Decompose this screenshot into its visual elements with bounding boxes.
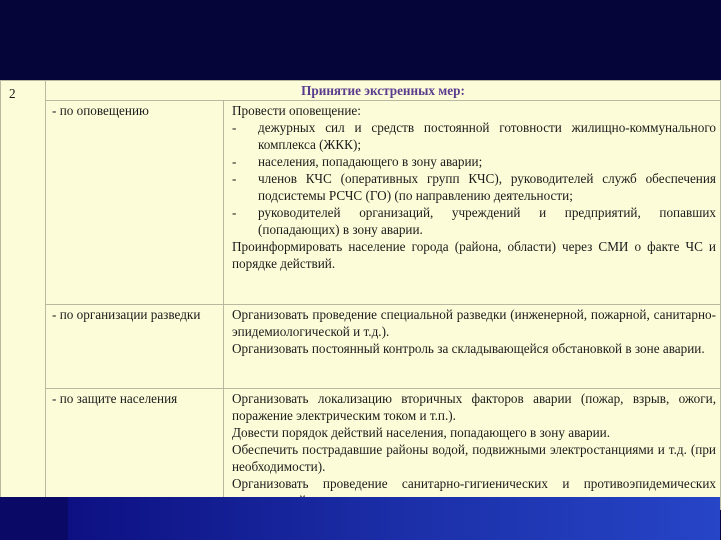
paragraph: Довести порядок действий населения, попадающего в зону аварии. [232, 425, 610, 440]
row-label: - по защите населения [52, 391, 178, 406]
paragraph: Организовать проведение санитарно-гигиенических и противоэпидемических [232, 476, 716, 491]
slide-header-band [0, 0, 720, 80]
measures-table [0, 80, 721, 510]
notification-intro: Провести оповещение: [232, 103, 361, 118]
list-item-text: членов КЧС (оперативных групп КЧС), руководителей служб обеспечения подсистемы РСЧС (ГО) (по направлению деятельности; [258, 171, 716, 203]
section-header-cell [46, 81, 721, 101]
list-item [232, 153, 716, 170]
bullet-dash: - [232, 154, 237, 169]
row-label-cell [46, 101, 224, 305]
row-number: 2 [9, 86, 16, 101]
row-number-cell [1, 81, 46, 510]
list-item [232, 170, 716, 204]
table-row [1, 389, 721, 510]
document-table-area [0, 80, 720, 497]
notification-outro: Проинформировать население города (района, области) через СМИ о факте ЧС и порядке действий. [232, 239, 716, 271]
list-item [232, 204, 716, 238]
bullet-dash: - [232, 120, 237, 135]
row-label: - по организации разведки [52, 307, 201, 322]
row-content-cell [224, 389, 721, 510]
list-item [232, 119, 716, 153]
paragraph: Организовать локализацию вторичных факторов аварии (пожар, взрыв, ожоги, поражение электрическим током и т.п.). [232, 391, 716, 423]
bullet-dash: - [232, 205, 237, 220]
slide-footer-band [0, 497, 720, 540]
row-label-cell [46, 305, 224, 389]
section-header: Принятие экстренных мер: [301, 83, 465, 98]
row-content-cell [224, 101, 721, 305]
list-item-text: населения, попадающего в зону аварии; [258, 154, 483, 169]
row-label-cell [46, 389, 224, 510]
paragraph: Организовать постоянный контроль за складывающейся обстановкой в зоне аварии. [232, 341, 705, 356]
paragraph: Обеспечить пострадавшие районы водой, подвижными электростанциями и т.д. (при необходимости). [232, 442, 716, 474]
paragraph: Организовать проведение специальной разведки (инженерной, пожарной, санитарно-эпидемиологической и т.д.). [232, 307, 716, 339]
table-row [1, 305, 721, 389]
bullet-dash: - [232, 171, 237, 186]
list-item-text: руководителей организаций, учреждений и предприятий, попавших (попадающих) в зону аварии. [258, 205, 716, 237]
table-row [1, 101, 721, 305]
row-content-cell [224, 305, 721, 389]
slide-footer-accent [0, 497, 68, 540]
list-item-text: дежурных сил и средств постоянной готовности жилищно-коммунального комплекса (ЖКК); [258, 120, 716, 152]
row-label: - по оповещению [52, 103, 149, 118]
